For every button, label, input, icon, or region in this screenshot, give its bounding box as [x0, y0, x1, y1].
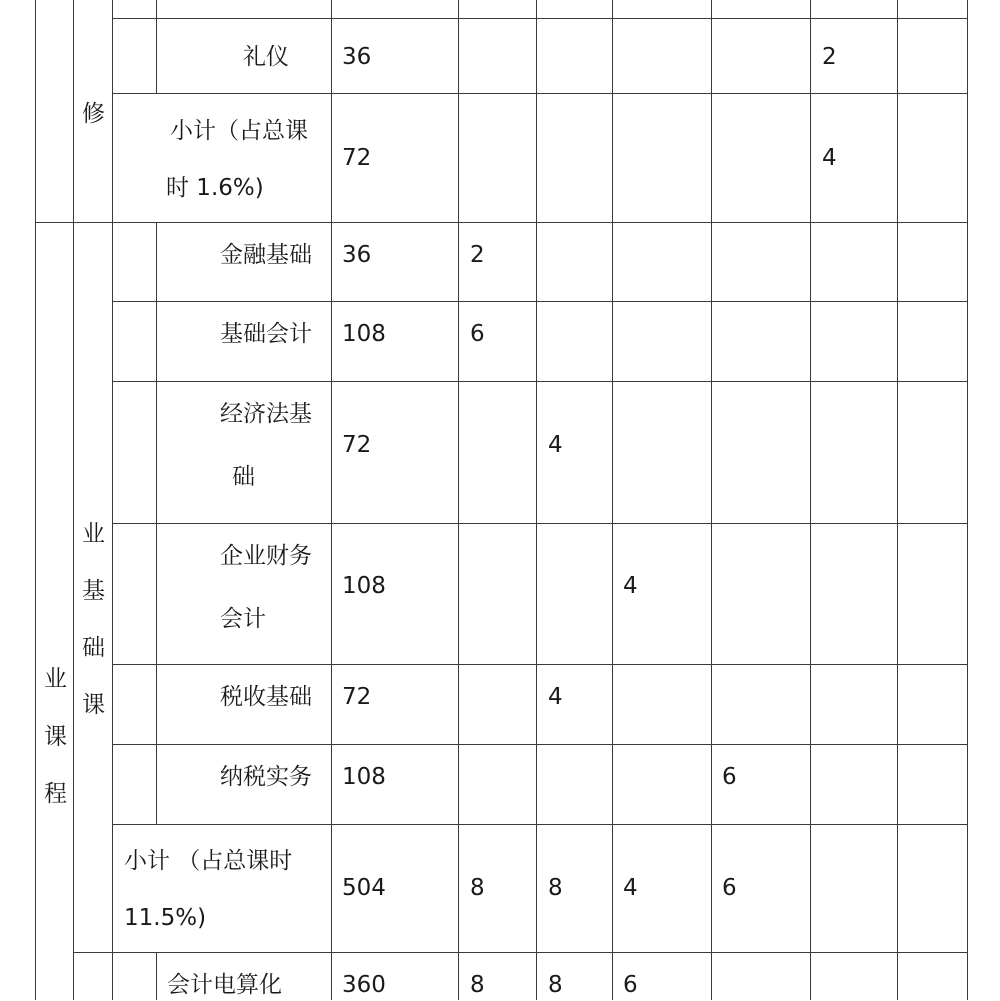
group-label-char: 课 — [44, 724, 67, 750]
group-label-xiu: 修 — [82, 101, 105, 127]
course-name: 企业财务 — [220, 543, 312, 569]
group-label-char: 业 — [44, 666, 67, 692]
course-name: 纳税实务 — [220, 764, 312, 790]
rule — [536, 0, 537, 1000]
rule — [112, 664, 967, 665]
term-5-hours: 6 — [722, 764, 737, 790]
rule — [458, 0, 459, 1000]
term-3-hours: 4 — [623, 875, 638, 901]
course-name: 税收基础 — [220, 684, 312, 710]
rule — [112, 744, 967, 745]
rule — [711, 0, 712, 1000]
term-1-hours: 6 — [470, 321, 485, 347]
subtotal-label: 11.5%) — [124, 905, 207, 931]
subtotal-label: 小计 （占总课时 — [124, 848, 293, 874]
term-3-hours: 4 — [623, 573, 638, 599]
rule — [112, 381, 967, 382]
course-name: 经济法基 — [220, 401, 312, 427]
term-7-hours: 2 — [822, 44, 837, 70]
rule — [612, 0, 613, 1000]
course-name: 础 — [232, 464, 255, 490]
rule — [112, 93, 967, 94]
total-hours: 108 — [342, 321, 386, 347]
total-hours: 72 — [342, 432, 372, 458]
term-3-hours: 6 — [623, 972, 638, 998]
rule — [112, 18, 967, 19]
course-name: 礼仪 — [243, 44, 289, 70]
rule — [810, 0, 811, 1000]
subtotal-label: 小计（占总课 — [170, 118, 308, 144]
total-hours: 72 — [342, 684, 372, 710]
term-1-hours: 8 — [470, 875, 485, 901]
group-label-char: 业 — [82, 521, 105, 547]
group-label-char: 础 — [82, 635, 105, 661]
group-label-char: 程 — [44, 781, 67, 807]
rule — [112, 301, 967, 302]
term-1-hours: 2 — [470, 242, 485, 268]
rule — [967, 0, 968, 1000]
term-2-hours: 8 — [548, 972, 563, 998]
subtotal-label: 时 1.6%) — [166, 175, 264, 201]
total-hours: 72 — [342, 145, 372, 171]
group-label-char: 课 — [82, 692, 105, 718]
term-7-hours: 4 — [822, 145, 837, 171]
rule — [73, 952, 967, 953]
total-hours: 108 — [342, 573, 386, 599]
rule — [156, 952, 157, 1000]
course-name: 会计电算化 — [167, 972, 282, 998]
rule — [112, 0, 113, 1000]
term-1-hours: 8 — [470, 972, 485, 998]
rule — [73, 0, 74, 1000]
course-name: 金融基础 — [220, 242, 312, 268]
term-2-hours: 8 — [548, 875, 563, 901]
rule — [112, 523, 967, 524]
group-label-char: 基 — [82, 578, 105, 604]
term-5-hours: 6 — [722, 875, 737, 901]
total-hours: 36 — [342, 44, 372, 70]
rule — [156, 222, 157, 824]
rule — [35, 222, 967, 223]
rule — [897, 0, 898, 1000]
rule — [156, 0, 157, 93]
rule — [112, 824, 967, 825]
term-2-hours: 4 — [548, 684, 563, 710]
course-name: 基础会计 — [220, 321, 312, 347]
total-hours: 504 — [342, 875, 386, 901]
rule — [35, 0, 36, 1000]
total-hours: 36 — [342, 242, 372, 268]
rule — [331, 0, 332, 1000]
total-hours: 108 — [342, 764, 386, 790]
total-hours: 360 — [342, 972, 386, 998]
course-name: 会计 — [220, 606, 266, 632]
term-2-hours: 4 — [548, 432, 563, 458]
